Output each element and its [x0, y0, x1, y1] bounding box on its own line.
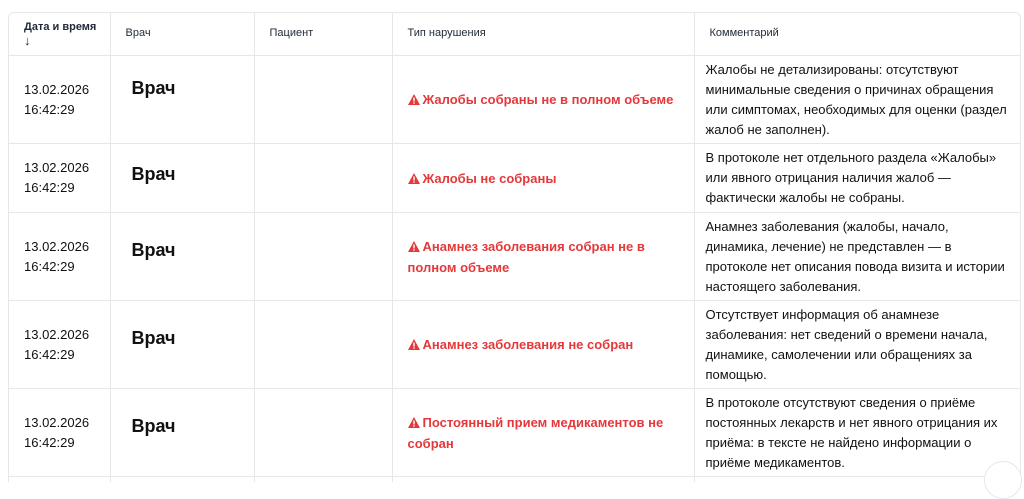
comment-cell	[694, 301, 1020, 389]
doctor-name: Врач	[131, 164, 176, 184]
violation-cell	[392, 389, 694, 477]
comment-cell	[694, 389, 1020, 477]
comment-cell	[694, 477, 1020, 483]
doctor-cell	[110, 477, 254, 483]
comment-text: Отсутствует информация об анамнезе заболевания: нет сведений о времени начала, динамике, самолечении или обращениях за помощью.	[705, 306, 988, 382]
doctor-cell	[110, 213, 254, 301]
violation-cell	[392, 477, 694, 483]
doctor-cell	[110, 56, 254, 144]
table-row[interactable]	[9, 213, 1020, 301]
column-header-violation	[392, 13, 694, 56]
doctor-cell	[110, 144, 254, 213]
comment-text: В протоколе нет отдельного раздела «Жалобы» или явного отрицания наличия жалоб — фактически жалобы не собраны.	[705, 150, 997, 205]
date-cell	[9, 389, 110, 477]
row-time: 16:42:29	[24, 434, 75, 450]
patient-cell	[254, 213, 392, 301]
violation-cell	[392, 213, 694, 301]
violation-type-label: Анамнез заболевания собран не в полном объеме	[407, 238, 645, 275]
column-header-doctor-label: Врач	[125, 27, 151, 39]
comment-cell	[694, 144, 1020, 213]
violation-type-label: Анамнез заболевания не собран	[422, 337, 634, 352]
column-header-date-label: Дата и время	[24, 21, 97, 33]
column-header-date[interactable]	[9, 13, 110, 56]
violations-table	[9, 13, 1020, 482]
warning-triangle-icon	[408, 417, 420, 428]
date-cell	[9, 144, 110, 213]
violation-cell	[392, 144, 694, 213]
row-date: 13.02.2026	[24, 414, 90, 430]
column-header-comment-label: Комментарий	[709, 27, 779, 39]
row-date: 13.02.2026	[24, 160, 90, 175]
table-row[interactable]	[9, 56, 1020, 144]
violation-type-label: Жалобы не собраны	[422, 170, 557, 186]
table-row[interactable]	[9, 389, 1020, 477]
table-row[interactable]	[9, 477, 1020, 483]
date-cell	[9, 477, 110, 483]
patient-cell	[254, 477, 392, 483]
violation-type	[408, 236, 694, 278]
violation-cell	[392, 56, 694, 144]
doctor-name: Врач	[131, 416, 176, 436]
doctor-cell	[110, 389, 254, 477]
column-header-patient-label: Пациент	[269, 27, 314, 39]
comment-text: Жалобы не детализированы: отсутствуют минимальные сведения о причинах обращения или симптомах, необходимых для оценки (раздел жалоб не заполнен).	[705, 61, 1007, 137]
comment-cell	[694, 213, 1020, 301]
sort-down-arrow-icon[interactable]: ↓	[24, 33, 31, 48]
table-row[interactable]	[9, 144, 1020, 213]
row-date: 13.02.2026	[24, 238, 90, 254]
patient-cell	[254, 56, 392, 144]
column-header-violation-label: Тип нарушения	[407, 27, 486, 39]
violation-type-label: Постоянный прием медикаментов не собран	[407, 414, 664, 451]
violation-type	[408, 412, 694, 454]
table-row[interactable]	[9, 301, 1020, 389]
patient-cell	[254, 301, 392, 389]
warning-triangle-icon	[408, 339, 420, 350]
comment-cell	[694, 56, 1020, 144]
row-time: 16:42:29	[24, 101, 75, 117]
row-time: 16:42:29	[24, 258, 75, 274]
patient-cell	[254, 144, 392, 213]
table-body	[9, 56, 1020, 483]
doctor-name: Врач	[131, 240, 176, 260]
warning-triangle-icon	[408, 173, 420, 184]
table-header	[9, 13, 1020, 56]
date-cell	[9, 56, 110, 144]
comment-text: Анамнез заболевания (жалобы, начало, динамика, лечение) не представлен — в протоколе нет описания повода визита и истории настоящего заболевания.	[705, 218, 1005, 294]
date-cell	[9, 213, 110, 301]
row-time: 16:42:29	[24, 346, 75, 362]
doctor-name: Врач	[131, 77, 176, 98]
column-header-comment	[694, 13, 1020, 56]
violations-table-container	[8, 12, 1021, 482]
row-date: 13.02.2026	[24, 326, 90, 342]
violation-type-label: Жалобы собраны не в полном объеме	[422, 92, 674, 107]
date-cell	[9, 301, 110, 389]
doctor-cell	[110, 301, 254, 389]
column-header-patient	[254, 13, 392, 56]
doctor-name: Врач	[131, 328, 176, 348]
violation-cell	[392, 301, 694, 389]
warning-triangle-icon	[408, 94, 420, 105]
column-header-doctor	[110, 13, 254, 56]
comment-text: В протоколе отсутствуют сведения о приёме постоянных лекарств и нет явного отрицания их приёма: в тексте не найдено информации о приёме медикаментов.	[705, 394, 998, 470]
violation-type	[408, 334, 694, 355]
violation-type	[408, 168, 694, 189]
row-time: 16:42:29	[24, 180, 75, 195]
patient-cell	[254, 389, 392, 477]
scroll-button[interactable]	[984, 461, 1022, 499]
row-date: 13.02.2026	[24, 81, 90, 97]
warning-triangle-icon	[408, 241, 420, 252]
violation-type	[408, 89, 694, 110]
